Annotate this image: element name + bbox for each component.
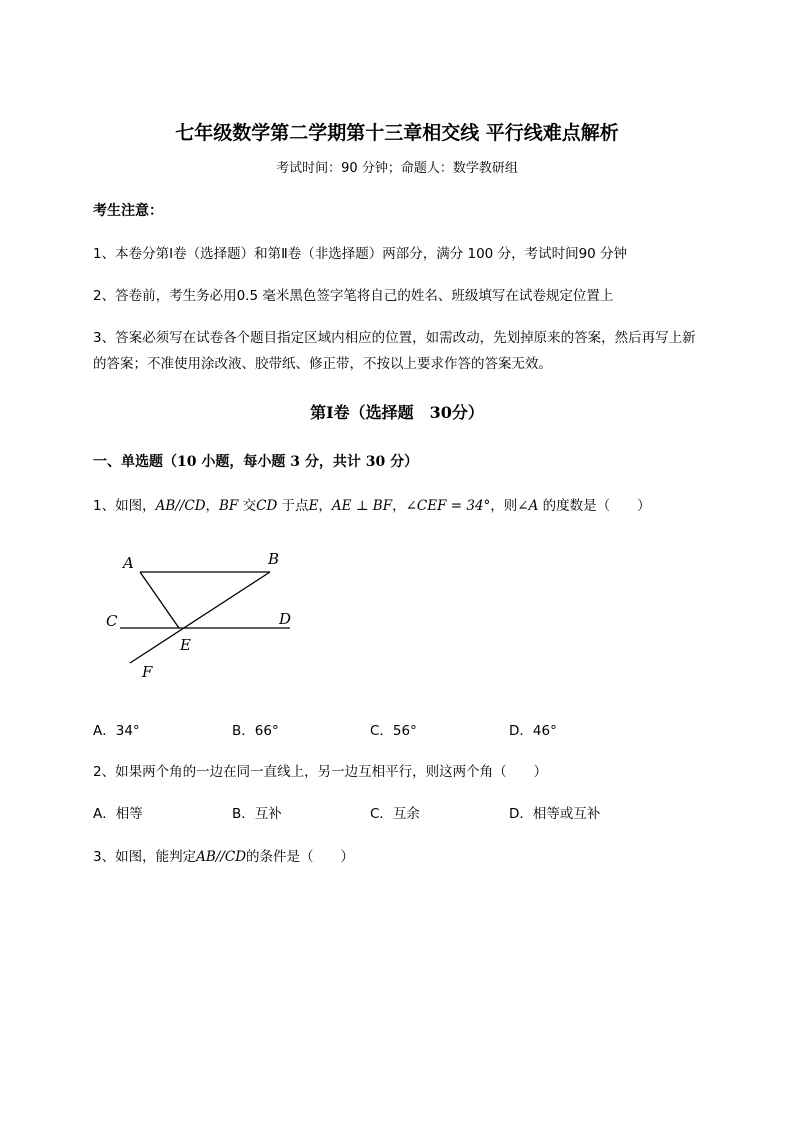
notice-item-3-line-2: 的答案；不准使用涂改液、胶带纸、修正带，不按以上要求作答的答案无效。 — [93, 356, 552, 372]
q2-option-b: B．互补 — [232, 806, 282, 822]
page-title: 七年级数学第二学期第十三章相交线 平行线难点解析 — [175, 122, 619, 144]
q1-figure — [100, 545, 310, 685]
q3-prefix: 3、如图，能判定 — [93, 849, 197, 865]
notice-item-2: 2、答卷前，考生务必用0.5 毫米黑色签字笔将自己的姓名、班级填写在试卷规定位置上 — [93, 288, 614, 304]
q1-math-e: E — [308, 498, 319, 514]
q1-math-parallel: AB//CD — [155, 498, 206, 514]
label-a: A — [123, 554, 134, 572]
part-1-title: 第Ⅰ卷（选择题 30分） — [310, 403, 484, 422]
q1-text: ，则 — [490, 498, 518, 514]
q1-math-angle-cef: ∠CEF = 34° — [405, 498, 491, 514]
exam-info: 考试时间：90 分钟；命题人：数学教研组 — [276, 161, 518, 176]
q1-math-angle-a: ∠A — [517, 498, 539, 514]
q1-math-cd: CD — [256, 498, 278, 514]
q1-text: 交 — [238, 498, 257, 514]
q1-text: ， — [392, 498, 406, 514]
q1-text: 于点 — [277, 498, 309, 514]
q2-option-c: C．互余 — [370, 806, 420, 822]
q1-math-bf: BF — [219, 498, 239, 514]
q1-text: ， — [318, 498, 332, 514]
q1-math-perp: AE ⊥ BF — [331, 498, 393, 514]
label-f: F — [142, 663, 153, 681]
q1-option-b: B．66° — [232, 723, 279, 739]
q1-text: ， — [205, 498, 220, 514]
segment-ae — [140, 572, 179, 628]
notice-item-3-line-1: 3、答案必须写在试卷各个题目指定区域内相应的位置，如需改动，先划掉原来的答案，然后再写上新 — [93, 330, 696, 346]
label-e: E — [180, 636, 191, 654]
section-title: 一、单选题（10 小题，每小题 3 分，共计 30 分） — [93, 454, 419, 470]
q1-option-d: D．46° — [509, 723, 557, 739]
q2-option-a: A．相等 — [93, 806, 143, 822]
q3-math: AB//CD — [196, 849, 247, 865]
question-1 — [93, 494, 651, 514]
notice-item-1: 1、本卷分第Ⅰ卷（选择题）和第Ⅱ卷（非选择题）两部分，满分 100 分，考试时间90 分钟 — [93, 246, 628, 262]
question-3 — [93, 845, 354, 865]
q2-option-d: D．相等或互补 — [509, 806, 601, 822]
label-c: C — [106, 612, 118, 630]
q1-text: 的度数是（ ） — [538, 498, 651, 514]
q1-prefix: 1、如图， — [93, 498, 156, 514]
label-b: B — [268, 550, 280, 568]
line-bf — [130, 572, 270, 663]
label-d: D — [279, 610, 292, 628]
q1-option-c: C．56° — [370, 723, 417, 739]
question-2: 2、如果两个角的一边在同一直线上，另一边互相平行，则这两个角（ ） — [93, 764, 548, 780]
notice-title: 考生注意： — [93, 203, 163, 219]
q3-suffix: 的条件是（ ） — [246, 849, 355, 865]
q1-option-a: A．34° — [93, 723, 140, 739]
